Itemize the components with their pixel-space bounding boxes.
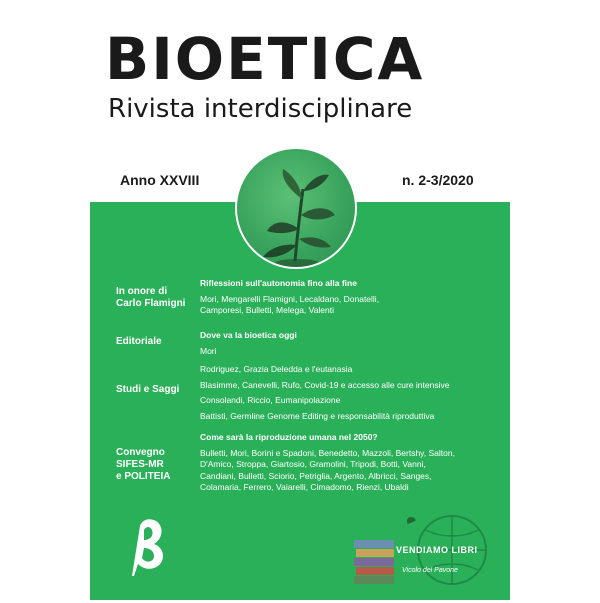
article-authors: D'Amico, Stroppa, Giartosio, Gramolini, Tripodi, Botti, Vanni, — [200, 459, 426, 469]
journal-issue: n. 2-3/2020 — [402, 172, 474, 188]
section-entries-tribute — [200, 278, 379, 317]
article-authors: Mori, Mengarelli Flamigni, Lecaldano, Donatelli, — [200, 293, 380, 304]
article-entry: Battisti, Germline Genome Editing e responsabilità riproduttiva — [200, 410, 435, 421]
article-authors: Mori — [200, 345, 217, 356]
section-label-line: e POLITEIA — [116, 471, 171, 482]
plant-icon — [235, 147, 357, 269]
article-authors: Candiani, Bulletti, Sciorio, Petriglia, Argento, Albricci, Sanges, — [200, 470, 432, 481]
section-entries-conference — [200, 432, 455, 494]
section-label-line: Studi e Saggi — [116, 384, 180, 395]
section-label-line: Carlo Flamigni — [116, 298, 186, 309]
section-entries-editorial — [200, 330, 297, 357]
journal-title: BIOETICA — [105, 25, 425, 93]
article-authors: Camporesi, Bulletti, Melega, Valenti — [200, 305, 335, 315]
publisher-subname: Vicolo del Pavone — [402, 567, 458, 574]
publisher-name: VENDIAMO LIBRI — [396, 545, 478, 555]
journal-subtitle: Rivista interdisciplinare — [108, 94, 413, 124]
journal-year: Anno XXVIII — [120, 172, 200, 188]
book-stack-icon — [352, 512, 508, 598]
section-label-studies — [116, 384, 179, 396]
beta-logo-icon — [118, 518, 174, 578]
section-label-line: Convegno — [116, 447, 165, 458]
article-entry: Blasimme, Canevelli, Rufo, Covid-19 e accesso alle cure intensive — [200, 379, 450, 390]
section-label-conference — [116, 447, 170, 483]
section-label-line: SIFES-MR — [116, 459, 164, 470]
article-title: Come sarà la riproduzione umana nel 2050? — [200, 432, 378, 442]
section-entries-studies — [200, 364, 449, 422]
article-title: Riflessioni sull'autonomia fino alla fine — [200, 278, 357, 288]
section-label-line: In onore di — [116, 286, 168, 297]
section-label-line: Editoriale — [116, 336, 162, 347]
article-entry: Rodriguez, Grazia Deledda e l'eutanasia — [200, 364, 353, 374]
section-label-editorial — [116, 336, 162, 348]
article-title: Dove va la bioetica oggi — [200, 330, 297, 340]
article-authors: Colamaria, Ferrero, Vaiarelli, Cimadomo, Rienzi, Ubaldi — [200, 482, 409, 492]
section-label-tribute — [116, 286, 185, 310]
article-entry: Consolandi, Riccio, Eumanipolazione — [200, 395, 341, 405]
article-authors: Bulletti, Mori, Borini e Spadoni, Benedetto, Mazzoli, Bertshy, Salton, — [200, 447, 455, 458]
